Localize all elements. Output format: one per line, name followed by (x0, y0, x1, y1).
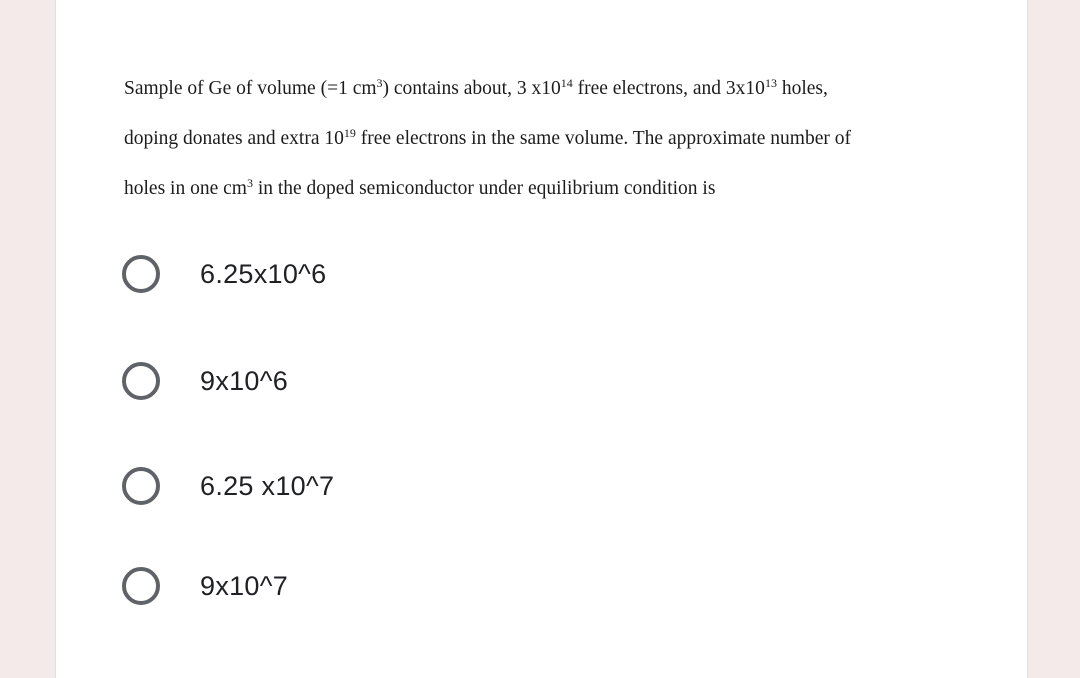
answer-option-label[interactable]: 9x10^6 (200, 365, 289, 396)
superscript: 3 (246, 176, 253, 190)
superscript: 13 (764, 76, 777, 90)
question-text-segment: free electrons, and 3x10 (572, 78, 765, 99)
answer-option-3[interactable] (122, 461, 334, 511)
answer-option-2[interactable] (122, 356, 288, 406)
answer-option-label[interactable]: 6.25x10^6 (200, 258, 327, 289)
superscript: 19 (343, 126, 356, 140)
question-text-segment: doping donates and extra 10 (124, 128, 344, 149)
answer-option-4[interactable] (122, 561, 288, 611)
radio-unchecked-icon[interactable] (122, 467, 160, 505)
question-line-2 (124, 124, 1004, 174)
answer-option-label[interactable]: 9x10^7 (200, 570, 289, 601)
question-text-segment: ) contains about, 3 x10 (382, 78, 561, 99)
question-line-3 (124, 174, 1004, 224)
question-text-segment: free electrons in the same volume. The approximate number of (355, 128, 851, 149)
radio-unchecked-icon[interactable] (122, 362, 160, 400)
superscript: 3 (376, 76, 383, 90)
answer-option-label[interactable]: 6.25 x10^7 (200, 470, 335, 501)
question-card (55, 0, 1028, 678)
question-text-segment: in the doped semiconductor under equilibrium condition is (252, 178, 716, 199)
question-text (124, 74, 1004, 224)
question-text-segment: holes, (776, 78, 828, 99)
radio-unchecked-icon[interactable] (122, 567, 160, 605)
question-line-1 (124, 74, 1004, 124)
question-text-segment: Sample of Ge of volume (=1 cm (124, 78, 377, 99)
question-text-segment: holes in one cm (124, 178, 247, 199)
radio-unchecked-icon[interactable] (122, 255, 160, 293)
superscript: 14 (560, 76, 573, 90)
answer-option-1[interactable] (122, 249, 326, 299)
